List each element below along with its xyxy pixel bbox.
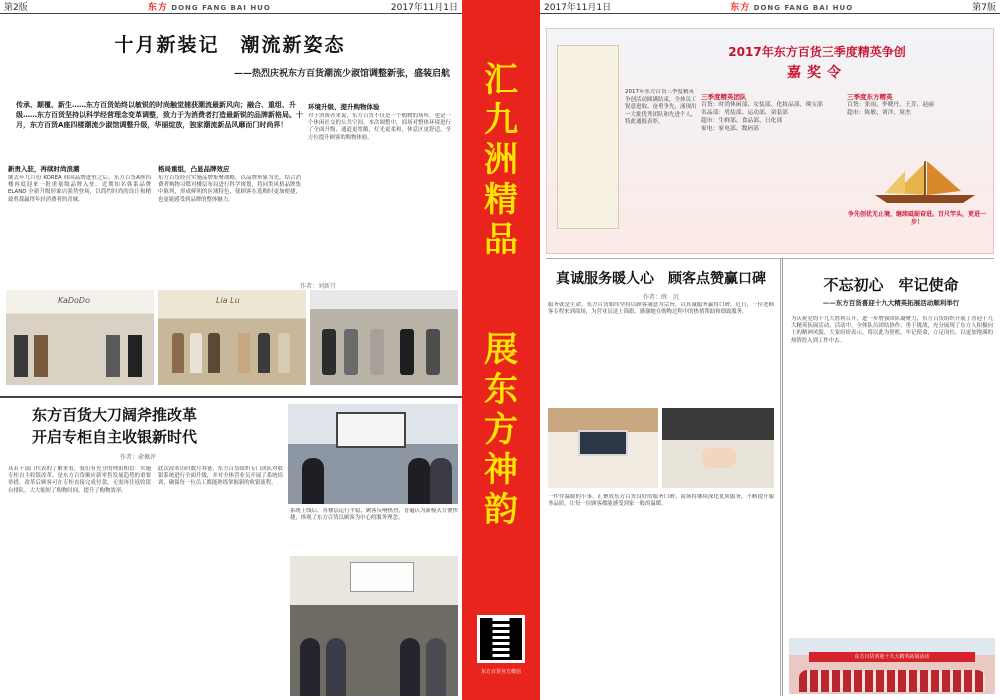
individual-award-list	[847, 93, 987, 155]
award-banner	[546, 28, 994, 254]
award-list-item: 名品部：男装部、运动部、童装部	[701, 110, 788, 116]
group-people	[799, 670, 985, 692]
article4-subtitle: ——东方百货喜迎十九大精英拓展活动顺利举行	[822, 299, 960, 307]
team-award-list	[701, 93, 841, 243]
spine-char: 品	[484, 220, 518, 260]
clothing-rack	[106, 335, 120, 377]
spine-banner	[462, 0, 540, 700]
store-photo-2-sign: Lia Lu	[216, 296, 240, 305]
spine-char: 汇	[484, 60, 518, 100]
award-certificate	[557, 45, 619, 229]
award-list-item: 百货：时尚休闲部、女装部、化妆品部、珠宝部	[701, 102, 823, 108]
article4-title: 不忘初心 牢记使命	[823, 276, 959, 294]
award-list-item: 超市：生鲜部、食品部、日化部	[701, 118, 783, 124]
article3-title: 真诚服务暖人心 顾客点赞赢口碑	[556, 271, 766, 287]
article2-author: 作者：俞佩评	[120, 454, 157, 461]
right-page-header	[540, 0, 1000, 14]
team-award-heading: 三季度精英团队	[701, 93, 747, 101]
store-photo-1-sign: KaDoDo	[58, 296, 90, 305]
right-page-logo	[730, 0, 853, 13]
spine-char: 展	[484, 330, 518, 370]
left-logo-mark: 东方	[147, 3, 168, 13]
award-banner-title: 2017年东方百货三季度精英争创	[728, 45, 906, 59]
award-banner-slogan: 争先创优无止境，继续砥砺奋进。百尺竿头，更进一步！	[847, 211, 986, 226]
coat	[208, 333, 220, 373]
coat	[172, 333, 184, 373]
article1-col1	[8, 162, 151, 280]
clothing-rack	[128, 335, 142, 377]
coat	[344, 329, 358, 375]
meeting-photo	[290, 556, 458, 696]
service-photo-1	[548, 408, 658, 488]
award-list-item: 百货：张雨、李晓丹、王芳、赵丽	[847, 102, 934, 108]
whiteboard	[350, 562, 414, 592]
award-card-text: 2017年东方百货三季度精英争创活动圆满结束，全体员工锐意进取、奋勇争先，涌现出一大批优秀团队和先进个人，特此通报表彰。	[625, 89, 697, 125]
left-page-logo	[148, 0, 271, 13]
computer-screen	[578, 430, 628, 456]
right-logo-mark: 东方	[730, 3, 751, 13]
left-page-date: 2017年11月1日	[390, 3, 458, 13]
left-page-number: 第2版	[4, 3, 28, 13]
spine-slogan-lower	[462, 330, 540, 530]
store-photo-1	[6, 290, 154, 385]
coat	[426, 329, 440, 375]
article3-col2: 一件件温暖的小事，汇聚成东方百货良好的服务口碑。商场将继续深化优质服务，不断提升服务品质，让每一位顾客都能感受到家一般的温暖。	[548, 494, 774, 508]
article3-author: 作者：薛 沉	[642, 294, 679, 301]
person	[302, 458, 324, 504]
spine-slogan-upper	[462, 60, 540, 260]
coat	[278, 333, 290, 373]
article1-title: 十月新装记 潮流新姿态	[114, 34, 346, 56]
article2-title-line2: 开启专柜自主收银新时代	[32, 428, 198, 446]
left-logo-text: DONG FANG BAI HUO	[171, 4, 271, 12]
article1-side-heading: 环境升级、提升购物体验	[308, 103, 380, 111]
presentation-screen	[336, 412, 406, 448]
hand	[702, 448, 736, 468]
person	[426, 638, 446, 696]
award-list-item: 超市：陈敏、刘洋、周杰	[847, 110, 911, 116]
right-page-date: 2017年11月1日	[544, 3, 612, 13]
left-section-divider	[0, 396, 462, 398]
spine-char: 神	[484, 450, 518, 490]
article1-col2	[158, 162, 301, 280]
article2-col2: 此次改革历时数月筹备，东方百货组织专门团队对收银系统进行全面升级，并对全体营业员开展了系统培训，确保每一位员工都能熟练掌握新的收银流程。	[158, 466, 283, 487]
left-page-header	[0, 0, 462, 14]
right-page-number: 第7版	[972, 3, 996, 13]
coat	[400, 329, 414, 375]
article4-col1: 为庆祝党的十九大胜利召开，进一步增强团队凝聚力，东方百货组织开展了喜迎十九大精英拓展活动。活动中，全体队员团结协作、勇于挑战，充分展现了东方人积极向上的精神风貌。大家纷纷表示，将以此为契机，牢记使命，立足岗位，以更加饱满的热情投入到工作中去。	[791, 316, 993, 344]
spine-char: 韵	[484, 490, 518, 530]
article2-col1: 从若干部门代表的了解来看，我们有充分的理由相信：实施专柜自主收银改革，是东方百货顺应新零售发展趋势的重要举措。改革后顾客可在专柜直接完成付款，无需再往返收银台排队，大大缩短了购物时间，提升了购物效率。	[8, 466, 151, 494]
article1-col3-text: 对于消费者来说，东方百货不仅是一个购物的场所，也是一个休闲社交的公共空间。本次调整中，商场对整体环境进行了全面升级，通道更宽敞，灯光更柔和，休息区更舒适，全方位提升顾客的购物体验。	[308, 113, 451, 141]
qr-code-label: 东方百货官方微信	[480, 669, 521, 675]
clothing-rack	[34, 335, 48, 377]
left-page	[0, 0, 462, 700]
group-photo	[789, 638, 995, 694]
article1-intro: 传承、颠覆、新生……东方百货始终以敏锐的时尚触觉捕获潮流最新风向；融合、重组、升级……东方百货坚持以科学经营理念变革调整，致力于为消费者打造最新锐的品牌新格局。十月，东方百货A座四楼潮流少淑馆调整升级，华丽绽放，独家潮流新品风靡而门时尚界！	[16, 101, 303, 129]
article1-subtitle: ——热烈庆祝东方百货潮流少淑馆调整新张，盛装启航	[233, 69, 450, 79]
article1-col-heading2: 格局重组，凸显品牌效应	[158, 165, 230, 173]
award-banner-subtitle: 嘉奖令	[787, 65, 847, 81]
spine-char: 方	[484, 410, 518, 450]
article1-col1-text: 继去年九月份 KOREA 韩国品牌进驻之后，东方百货A座四楼再度迎来一批重量级品牌入驻。近期知名韩系品牌 ELAND 全新升级形象店强势登场，以简约时尚的设计和精致剪裁赢得年轻消费者的青睐。	[8, 175, 151, 203]
individual-award-heading: 三季度东方精英	[847, 93, 893, 101]
article2-title-line1: 东方百货大刀阔斧推改革	[32, 406, 198, 424]
article2-title	[10, 404, 280, 448]
coat	[238, 333, 250, 373]
sailboat-illustration	[865, 157, 985, 205]
group-photo-banner: 东方百货喜迎十九大精英拓展活动	[809, 652, 975, 662]
person	[400, 638, 420, 696]
article1-col2-text: 东方百货经营实施品牌集聚战略，以品牌形象为先，结合消费者购物习惯对楼层布局进行科学规划，将同类风格品牌集中陈列，形成鲜明的区域特色，使顾客在选购时更加便捷，也更能感受到品牌的整体魅力。	[158, 175, 301, 203]
clothing-rack	[14, 335, 28, 377]
person	[326, 638, 346, 696]
spine-char: 九	[484, 100, 518, 140]
article3-col1: 服务就是生命，东方百货始终坚持以顾客满意为宗旨，以真诚服务赢得口碑。近日，一位老顾客专程来到商场，为营业员送上锦旗，感谢她在购物过程中的热情帮助和细致服务。	[548, 302, 774, 316]
article1-author: 作者：刘新月	[300, 283, 337, 290]
coat	[258, 333, 270, 373]
spine-char: 洲	[484, 140, 518, 180]
person	[408, 458, 430, 504]
person	[430, 458, 452, 504]
qr-code-pattern	[480, 618, 522, 660]
store-photo-2	[158, 290, 306, 385]
coat	[322, 329, 336, 375]
spine-char: 精	[484, 180, 518, 220]
article1-col-heading1: 新贵入驻，再续时尚浪潮	[8, 165, 80, 173]
coat	[190, 333, 202, 373]
coat	[370, 329, 384, 375]
article4	[782, 258, 996, 696]
article2-col3: 系统上线后，各楼层运行平稳，顾客反响热烈，普遍认为新模式方便快捷，体现了东方百货以顾客为中心的服务理念。	[290, 508, 458, 522]
right-logo-text: DONG FANG BAI HUO	[753, 4, 854, 12]
right-column-divider	[780, 258, 781, 696]
right-page	[540, 0, 1000, 700]
office-photo	[288, 404, 458, 504]
award-list-item: 家电：家电部、数码部	[701, 126, 759, 132]
service-photo-2	[662, 408, 774, 488]
qr-code[interactable]	[477, 615, 525, 663]
store-photo-3	[310, 290, 458, 385]
spine-char: 东	[484, 370, 518, 410]
person	[300, 638, 320, 696]
article1-col3	[308, 100, 451, 270]
